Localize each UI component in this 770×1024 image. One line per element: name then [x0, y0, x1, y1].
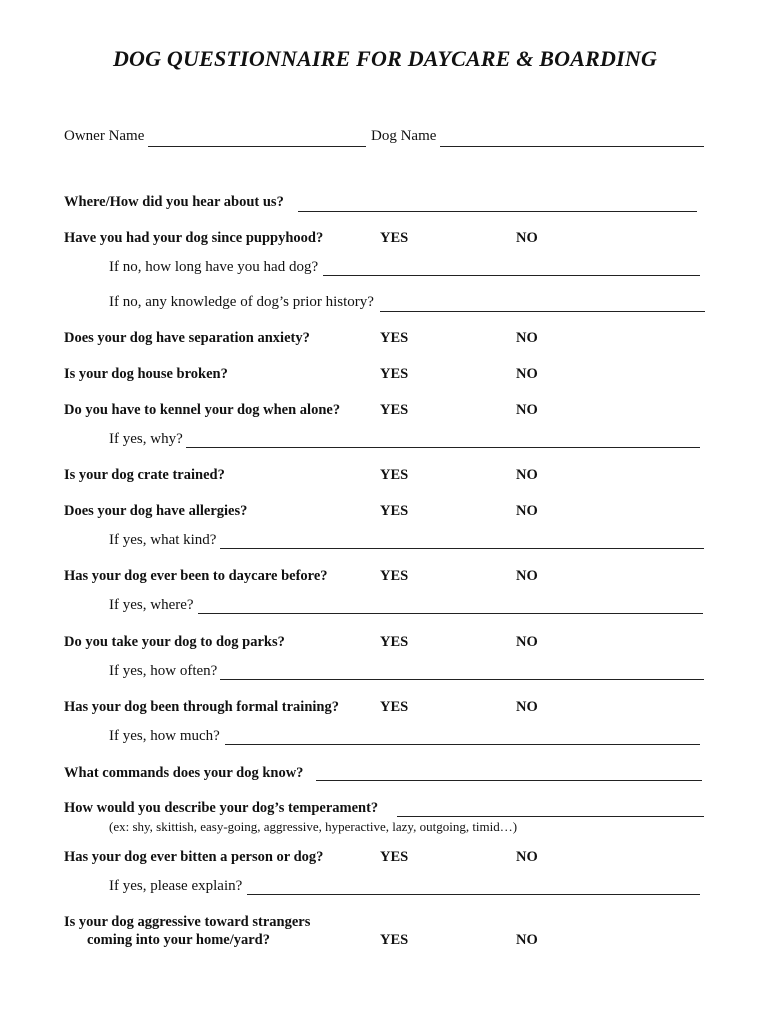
commands-field[interactable] [316, 780, 702, 781]
prior-history-field[interactable] [380, 311, 705, 312]
question-aggressive-line1: Is your dog aggressive toward strangers [64, 914, 311, 930]
how-long-field[interactable] [323, 275, 700, 276]
question-dog-parks: Do you take your dog to dog parks? [64, 634, 285, 650]
dog-name-label: Dog Name [371, 128, 437, 144]
question-formal-training: Has your dog been through formal training? [64, 699, 339, 715]
question-temperament: How would you describe your dog’s temperament? [64, 800, 379, 816]
allergies-kind-field[interactable] [220, 548, 704, 549]
separation-no-option[interactable]: NO [516, 330, 538, 346]
kennel-yes-option[interactable]: YES [380, 402, 409, 418]
followup-training-much: If yes, how much? [109, 728, 220, 744]
hear-about-us-field[interactable] [298, 211, 697, 212]
parks-yes-option[interactable]: YES [380, 634, 409, 650]
question-puppyhood: Have you had your dog since puppyhood? [64, 230, 324, 246]
bitten-yes-option[interactable]: YES [380, 849, 409, 865]
followup-prior-history: If no, any knowledge of dog’s prior history? [109, 294, 374, 310]
question-house-broken: Is your dog house broken? [64, 366, 228, 382]
owner-name-field[interactable] [148, 146, 366, 147]
allergies-yes-option[interactable]: YES [380, 503, 409, 519]
form-title: DOG QUESTIONNAIRE FOR DAYCARE & BOARDING [112, 46, 658, 71]
aggressive-yes-option[interactable]: YES [380, 932, 409, 948]
bitten-no-option[interactable]: NO [516, 849, 538, 865]
question-separation-anxiety: Does your dog have separation anxiety? [64, 330, 310, 346]
daycare-where-field[interactable] [198, 613, 703, 614]
bitten-explain-field[interactable] [247, 894, 700, 895]
parks-no-option[interactable]: NO [516, 634, 538, 650]
question-daycare-before: Has your dog ever been to daycare before? [64, 568, 328, 584]
kennel-why-field[interactable] [186, 447, 700, 448]
house-broken-yes-option[interactable]: YES [380, 366, 409, 382]
training-much-field[interactable] [225, 744, 700, 745]
separation-yes-option[interactable]: YES [380, 330, 409, 346]
puppyhood-yes-option[interactable]: YES [380, 230, 409, 246]
dog-name-field[interactable] [440, 146, 704, 147]
temperament-field[interactable] [397, 816, 704, 817]
daycare-no-option[interactable]: NO [516, 568, 538, 584]
allergies-no-option[interactable]: NO [516, 503, 538, 519]
parks-often-field[interactable] [220, 679, 704, 680]
kennel-no-option[interactable]: NO [516, 402, 538, 418]
aggressive-no-option[interactable]: NO [516, 932, 538, 948]
puppyhood-no-option[interactable]: NO [516, 230, 538, 246]
followup-allergies-kind: If yes, what kind? [109, 532, 217, 548]
crate-yes-option[interactable]: YES [380, 467, 409, 483]
question-bitten: Has your dog ever bitten a person or dog? [64, 849, 324, 865]
followup-kennel-why: If yes, why? [109, 431, 183, 447]
question-crate-trained: Is your dog crate trained? [64, 467, 225, 483]
question-kennel: Do you have to kennel your dog when alone? [64, 402, 341, 418]
temperament-examples: (ex: shy, skittish, easy-going, aggressive, hyperactive, lazy, outgoing, timid…) [109, 819, 518, 834]
followup-how-long: If no, how long have you had dog? [109, 259, 319, 275]
followup-parks-often: If yes, how often? [109, 663, 218, 679]
owner-name-label: Owner Name [64, 128, 145, 144]
question-aggressive-line2: coming into your home/yard? [87, 932, 270, 948]
daycare-yes-option[interactable]: YES [380, 568, 409, 584]
followup-bitten-explain: If yes, please explain? [109, 878, 243, 894]
crate-no-option[interactable]: NO [516, 467, 538, 483]
question-allergies: Does your dog have allergies? [64, 503, 248, 519]
question-hear-about-us: Where/How did you hear about us? [64, 194, 284, 210]
training-yes-option[interactable]: YES [380, 699, 409, 715]
house-broken-no-option[interactable]: NO [516, 366, 538, 382]
training-no-option[interactable]: NO [516, 699, 538, 715]
question-commands: What commands does your dog know? [64, 765, 304, 781]
followup-daycare-where: If yes, where? [109, 597, 194, 613]
